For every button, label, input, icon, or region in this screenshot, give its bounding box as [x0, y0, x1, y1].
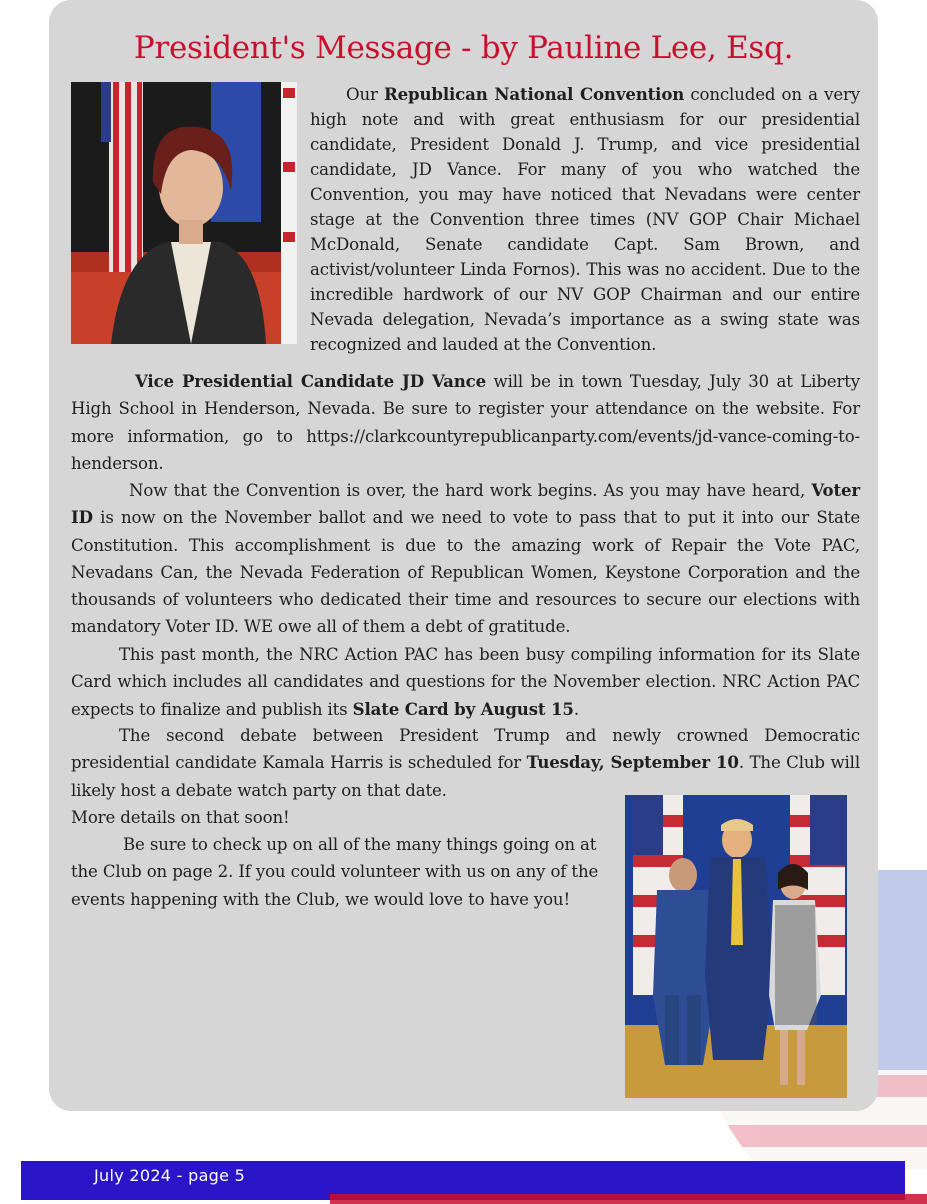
paragraph-convention: Our Republican National Convention concluded on a very high note and with great enthusiasm for our presidential candidate, President Donald J. Trump, and vice presidential candidate, JD Vance. For many of you who watched the Convention, you may have noticed that Nevadans were center stage at the Convention three times (NV GOP Chair Michael McDonald, Senate candidate Capt. Sam Brown, and activist/volunteer Linda Fornos). This was no accident. Due to the incredible hardwork of our NV GOP Chairman and our entire Nevada delegation, Nevada’s importance as a swing state was recognized and lauded at the Convention.	[310, 84, 860, 354]
portrait-photo	[71, 82, 297, 344]
message-card	[49, 0, 878, 1111]
paragraph-slate-card: This past month, the NRC Action PAC has been busy compiling information for its Slate Card which includes all candidates and questions for the November election. NRC Action PAC expects to finalize and publish its Slate Card by August 15.	[71, 645, 860, 719]
paragraph-volunteer: Be sure to check up on all of the many things going on at the Club on page 2. If you could volunteer with us on any of the events happening with the Club, we would love to have you!	[71, 835, 599, 909]
paragraph-voter-id: Now that the Convention is over, the hard work begins. As you may have heard, Voter ID is now on the November ballot and we need to vote to pass that to put it into our State Constitution. This accomplishment is due to the amazing work of Repair the Vote PAC, Nevadans Can, the Nevada Federation of Republican Women, Keystone Corporation and the thousands of volunteers who dedicated their time and resources to secure our elections with mandatory Voter ID. WE owe all of them a debt of gratitude.	[71, 480, 860, 637]
footer-red-strip	[330, 1190, 927, 1204]
paragraph-debate: The second debate between President Trump and newly crowned Democratic presidential candidate Kamala Harris is scheduled for Tuesday, September 10. The Club will likely host a debate watch party on that date.	[71, 726, 860, 800]
group-photo	[625, 795, 847, 1098]
paragraph-jd-vance: Vice Presidential Candidate JD Vance will be in town Tuesday, July 30 at Liberty High School in Henderson, Nevada. Be sure to register your attendance on the website. For more information, go to https://clarkcountyrepublicanparty.com/events/jd-vance-coming-to-henderson.	[71, 371, 860, 473]
paragraph-more-details: More details on that soon!	[71, 808, 290, 827]
footer-page-label: July 2024 - page 5	[94, 1166, 246, 1185]
page-title: President's Message - by Pauline Lee, Esq.	[133, 30, 794, 66]
